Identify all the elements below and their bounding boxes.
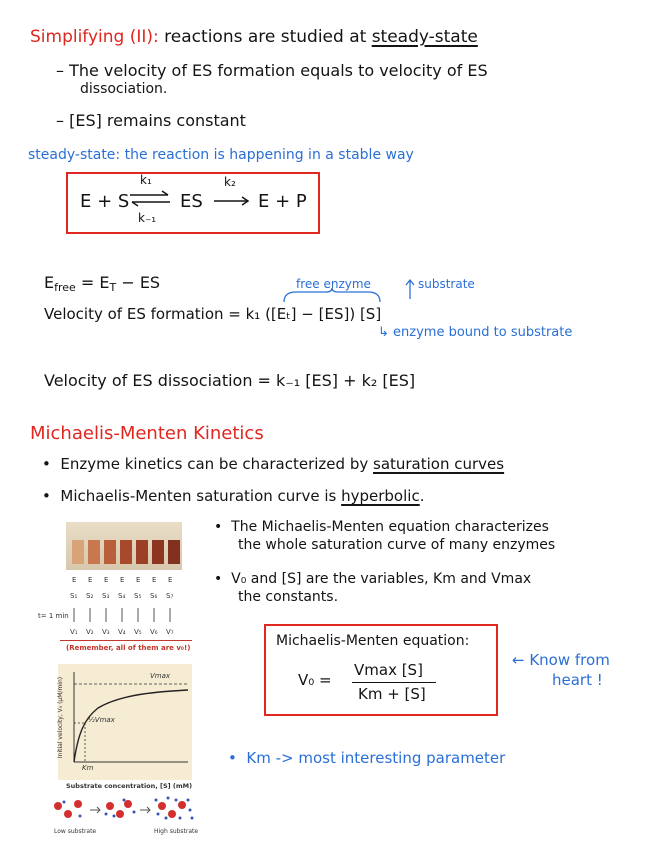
tube-icon [88,540,100,564]
mm-equation-denominator: Km + [S] [358,685,426,703]
substrate-molecules-icon [50,796,200,826]
low-substrate-label: Low substrate [54,828,97,835]
tube-label: E [152,576,157,584]
substrate-label: S₃ [102,592,110,600]
hyperbolic-term: hyperbolic [341,487,420,505]
rate-k2: k₂ [224,175,236,189]
time-label: t= 1 min [38,612,69,620]
km-axis-label: Km [82,764,94,772]
tube-icon [104,540,116,564]
bullet-es-constant: – [ES] remains constant [56,111,246,130]
section1-title-prefix: Simplifying (II): [30,27,159,47]
section1-title [30,28,478,47]
substrate-label: S₄ [118,592,126,600]
steady-state-term: steady-state [371,27,478,47]
vmax-label: Vmax [150,672,171,680]
x-axis-label: Substrate concentration, [S] (mM) [66,782,193,790]
tube-icon [72,540,84,564]
point-variables-line2: the constants. [238,589,339,605]
point-characterizes [214,520,549,535]
substrate-label: S₁ [70,592,78,600]
bullet-hyperbolic-text: Michaelis-Menten saturation curve is [60,487,342,505]
half-vmax-label: ½Vmax [88,716,115,724]
reaction-middle: ES [180,191,203,212]
velocity-label: V₂ [86,628,94,636]
time-ticks-icon [68,606,188,626]
section1-title-rest: reactions are studied at [158,27,372,47]
substrate-note: substrate [418,277,475,291]
substrate-label: S₆ [150,592,158,600]
km-note [228,750,505,767]
tube-label: E [104,576,109,584]
point-characterizes-line1: The Michaelis-Menten equation characterizes [231,519,549,535]
divider [60,640,192,641]
tube-label: E [88,576,93,584]
y-axis-label: Initial velocity, V₀ (μM/min) [57,676,65,759]
tube-icon [136,540,148,564]
formation-equation: Velocity of ES formation = k₁ ([Eₜ] − [ES]) [S] [44,305,382,323]
efree-equation [44,274,160,294]
mm-equation-title: Michaelis-Menten equation: [276,633,470,649]
tube-icon [120,540,132,564]
mm-equation-lhs: V₀ = [298,671,332,689]
rate-k1: k₁ [140,173,152,187]
remember-note: (Remember, all of them are v₀!) [66,644,191,652]
point-variables-line1: V₀ and [S] are the variables, Km and Vmax [231,571,532,587]
equilibrium-arrows-icon [128,188,172,210]
figure-panel [38,520,199,840]
steady-state-note: steady-state: the reaction is happening in a stable way [28,147,414,163]
tube-label: E [72,576,77,584]
et-subscript: T [109,281,117,294]
tube-label: E [136,576,141,584]
bullet-velocity-line1: – The velocity of ES formation equals to velocity of ES [56,61,488,80]
tubes-photo [66,522,182,570]
km-note-text: Km -> most interesting parameter [246,749,506,767]
velocity-label: V₃ [102,628,110,636]
know-note-line2: heart ! [552,671,603,689]
efree-symbol: E [44,273,55,292]
bullet-dot-icon: • [228,749,247,767]
saturation-curve-plot [58,664,192,780]
velocity-label: V₅ [134,628,142,636]
section2-title: Michaelis-Menten Kinetics [30,423,264,444]
bullet-dot-icon: • [42,455,61,473]
substrate-label: S₇ [166,592,174,600]
bullet-dot-icon: • [214,571,232,587]
tube-icon [152,540,164,564]
fraction-bar [352,682,436,683]
forward-arrow-icon [212,194,252,208]
point-characterizes-line2: the whole saturation curve of many enzymes [238,537,556,553]
reaction-left: E + S [80,191,130,212]
bullet-dot-icon: • [42,487,61,505]
tube-icon [168,540,180,564]
efree-tail: − ES [116,273,161,292]
substrate-arrow-icon [404,278,416,300]
know-note-line1: ← Know from [512,651,610,669]
efree-equals: = E [75,273,110,292]
rate-k-minus1: k₋₁ [138,211,157,225]
efree-subscript: free [54,281,76,294]
bullet-saturation-text: Enzyme kinetics can be characterized by [60,455,373,473]
bullet-velocity-line2: dissociation. [80,81,168,97]
saturation-curves-term: saturation curves [373,455,505,473]
bullet-hyperbolic [42,488,424,505]
saturation-graph [58,664,192,780]
tube-label: E [168,576,173,584]
substrate-label: S₅ [134,592,142,600]
mm-equation-numerator: Vmax [S] [354,661,423,679]
high-substrate-label: High substrate [154,828,199,835]
free-enzyme-note: free enzyme [296,277,371,291]
velocity-label: V₇ [166,628,174,636]
point-variables [214,572,531,587]
tube-label: E [120,576,125,584]
bound-note: ↳ enzyme bound to substrate [378,325,573,340]
bullet-hyperbolic-tail: . [419,487,425,505]
bullet-dot-icon: • [214,519,232,535]
velocity-label: V₁ [70,628,78,636]
substrate-label: S₂ [86,592,94,600]
velocity-label: V₆ [150,628,158,636]
free-enzyme-brace-icon [282,288,382,304]
bullet-saturation [42,456,504,473]
reaction-right: E + P [258,191,307,212]
velocity-label: V₄ [118,628,126,636]
dissociation-equation: Velocity of ES dissociation = k₋₁ [ES] + k₂ [ES] [44,371,416,390]
